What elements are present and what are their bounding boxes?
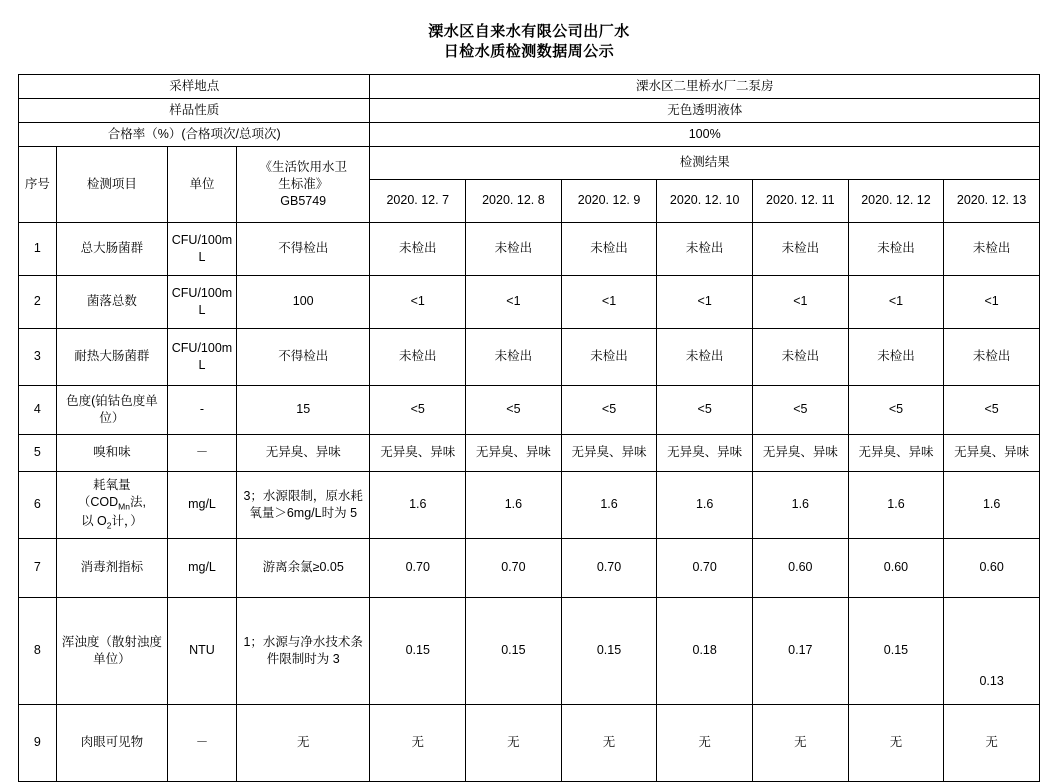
cell-value: <5: [944, 385, 1040, 434]
cell-value: <5: [561, 385, 657, 434]
cell-value: 未检出: [370, 328, 466, 385]
cell-standard: 1；水源与净水技术条件限制时为 3: [236, 597, 369, 704]
cell-value: <1: [370, 275, 466, 328]
cell-item: 菌落总数: [56, 275, 167, 328]
cell-value: <1: [561, 275, 657, 328]
cell-value: 1.6: [657, 471, 753, 538]
table-row: [19, 704, 1040, 781]
cell-standard: 游离余氯≥0.05: [236, 538, 369, 597]
cell-item-line2-sub: Mn: [118, 501, 130, 512]
cell-unit: -: [168, 385, 237, 434]
cell-value: 未检出: [848, 222, 944, 275]
cell-value: 0.60: [944, 538, 1040, 597]
header-item: 检测项目: [56, 146, 167, 222]
cell-item-line3-b: 计，）: [111, 514, 143, 529]
cell-value: 1.6: [466, 471, 562, 538]
sample-property-label: 样品性质: [19, 98, 370, 122]
row-sample-property: [19, 98, 1040, 122]
pass-rate-label: 合格率（%）(合格项次/总项次): [19, 122, 370, 146]
cell-standard: 不得检出: [236, 328, 369, 385]
water-quality-table: [18, 74, 1040, 782]
cell-value: 无异臭、异味: [944, 434, 1040, 471]
cell-value: 1.6: [848, 471, 944, 538]
cell-unit: CFU/100mL: [168, 275, 237, 328]
header-standard-line2: 生标准》: [278, 176, 329, 191]
cell-seq: 1: [19, 222, 57, 275]
cell-value: <1: [944, 275, 1040, 328]
cell-item: 嗅和味: [56, 434, 167, 471]
cell-item-line1: 耗氧量: [93, 478, 131, 493]
cell-value: <1: [657, 275, 753, 328]
cell-item: 肉眼可见物: [56, 704, 167, 781]
header-seq: [19, 146, 57, 222]
title-line-1: 溧水区自来水有限公司出厂水: [428, 23, 630, 40]
cell-value: 1.6: [753, 471, 849, 538]
header-standard-line1: 《生活饮用水卫: [259, 159, 347, 174]
cell-unit: CFU/100mL: [168, 328, 237, 385]
pass-rate-value: 100%: [370, 122, 1040, 146]
cell-value: 0.70: [370, 538, 466, 597]
cell-value: 0.60: [753, 538, 849, 597]
cell-value: 无异臭、异味: [370, 434, 466, 471]
cell-seq: 3: [19, 328, 57, 385]
table-row: [19, 275, 1040, 328]
cell-value: 0.18: [657, 597, 753, 704]
cell-value: 无: [944, 704, 1040, 781]
cell-unit: mg/L: [168, 538, 237, 597]
cell-value: 无异臭、异味: [466, 434, 562, 471]
sample-property-value: 无色透明液体: [370, 98, 1040, 122]
cell-item-line2-a: （COD: [77, 495, 119, 510]
header-date-3: 2020. 12. 9: [561, 179, 657, 222]
row-header-top: [19, 146, 1040, 179]
cell-value: 未检出: [848, 328, 944, 385]
header-date-5: 2020. 12. 11: [753, 179, 849, 222]
table-row: [19, 471, 1040, 538]
table-row: [19, 328, 1040, 385]
cell-standard: 100: [236, 275, 369, 328]
cell-value: 未检出: [657, 328, 753, 385]
table-row: [19, 597, 1040, 704]
cell-value: 无异臭、异味: [848, 434, 944, 471]
cell-value: 0.17: [753, 597, 849, 704]
header-seq-label: 序号: [24, 176, 50, 191]
cell-item-line3: [59, 513, 165, 532]
header-date-7: 2020. 12. 13: [944, 179, 1040, 222]
table-row: [19, 222, 1040, 275]
cell-value: 0.60: [848, 538, 944, 597]
cell-standard: 无: [236, 704, 369, 781]
cell-value: 0.15: [370, 597, 466, 704]
cell-item-line2-b: 法,: [129, 495, 146, 510]
row-sampling-location: [19, 75, 1040, 99]
cell-value: 无: [657, 704, 753, 781]
cell-seq: 7: [19, 538, 57, 597]
cell-item: 耐热大肠菌群: [56, 328, 167, 385]
cell-value: 0.70: [561, 538, 657, 597]
cell-standard: 不得检出: [236, 222, 369, 275]
cell-value: 无: [370, 704, 466, 781]
table-row: [19, 538, 1040, 597]
cell-standard: 15: [236, 385, 369, 434]
cell-value: 0.15: [561, 597, 657, 704]
cell-item: 总大肠菌群: [56, 222, 167, 275]
cell-value: 1.6: [370, 471, 466, 538]
cell-item: 浑浊度（散射浊度单位）: [56, 597, 167, 704]
cell-value: 0.70: [466, 538, 562, 597]
cell-unit: CFU/100mL: [168, 222, 237, 275]
cell-value: 未检出: [753, 328, 849, 385]
cell-item-line3-a: 以 O: [81, 514, 107, 529]
cell-value: 无异臭、异味: [657, 434, 753, 471]
cell-value: <1: [848, 275, 944, 328]
sampling-location-label: 采样地点: [19, 75, 370, 99]
table-row: [19, 434, 1040, 471]
header-date-4: 2020. 12. 10: [657, 179, 753, 222]
cell-standard: 3；水源限制，原水耗氧量＞6mg/L时为 5: [236, 471, 369, 538]
cell-value: 未检出: [944, 328, 1040, 385]
cell-value: 0.13: [944, 597, 1040, 704]
cell-item-line2: [59, 494, 165, 513]
cell-unit: －: [168, 434, 237, 471]
header-results: 检测结果: [370, 146, 1040, 179]
cell-value: 未检出: [944, 222, 1040, 275]
cell-value: <1: [753, 275, 849, 328]
title-line-2: 日检水质检测数据周公示: [443, 43, 615, 60]
cell-value: 未检出: [370, 222, 466, 275]
cell-seq: 6: [19, 471, 57, 538]
cell-value: 未检出: [561, 328, 657, 385]
cell-value: 未检出: [466, 328, 562, 385]
cell-standard: 无异臭、异味: [236, 434, 369, 471]
cell-value: <1: [466, 275, 562, 328]
header-unit: 单位: [168, 146, 237, 222]
cell-value: <5: [753, 385, 849, 434]
cell-value: <5: [657, 385, 753, 434]
table-row: [19, 385, 1040, 434]
cell-unit: mg/L: [168, 471, 237, 538]
cell-item: [56, 471, 167, 538]
sampling-location-value: 溧水区二里桥水厂二泵房: [370, 75, 1040, 99]
cell-item: 消毒剂指标: [56, 538, 167, 597]
cell-value: 未检出: [466, 222, 562, 275]
cell-seq: 5: [19, 434, 57, 471]
row-pass-rate: [19, 122, 1040, 146]
cell-value: 1.6: [561, 471, 657, 538]
cell-value: 0.15: [466, 597, 562, 704]
cell-seq: 9: [19, 704, 57, 781]
cell-unit: NTU: [168, 597, 237, 704]
cell-value: 无: [466, 704, 562, 781]
cell-value: 0.15: [848, 597, 944, 704]
cell-value: 无: [561, 704, 657, 781]
header-date-6: 2020. 12. 12: [848, 179, 944, 222]
cell-value: 未检出: [657, 222, 753, 275]
cell-value: <5: [848, 385, 944, 434]
cell-item: 色度(铂钴色度单位）: [56, 385, 167, 434]
cell-value: 无: [753, 704, 849, 781]
header-standard-line3: GB5749: [280, 193, 327, 208]
cell-seq: 2: [19, 275, 57, 328]
cell-seq: 8: [19, 597, 57, 704]
cell-value: 1.6: [944, 471, 1040, 538]
cell-value: 无: [848, 704, 944, 781]
cell-unit: －: [168, 704, 237, 781]
header-standard: [236, 146, 369, 222]
cell-value: <5: [370, 385, 466, 434]
cell-item-line3-sub: 2: [106, 520, 112, 531]
cell-value: 无异臭、异味: [753, 434, 849, 471]
cell-value: 0.70: [657, 538, 753, 597]
cell-seq: 4: [19, 385, 57, 434]
cell-value: 无异臭、异味: [561, 434, 657, 471]
cell-value: 未检出: [561, 222, 657, 275]
document-title: [0, 0, 1058, 68]
header-date-2: 2020. 12. 8: [466, 179, 562, 222]
header-date-1: 2020. 12. 7: [370, 179, 466, 222]
cell-value: <5: [466, 385, 562, 434]
cell-value: 未检出: [753, 222, 849, 275]
